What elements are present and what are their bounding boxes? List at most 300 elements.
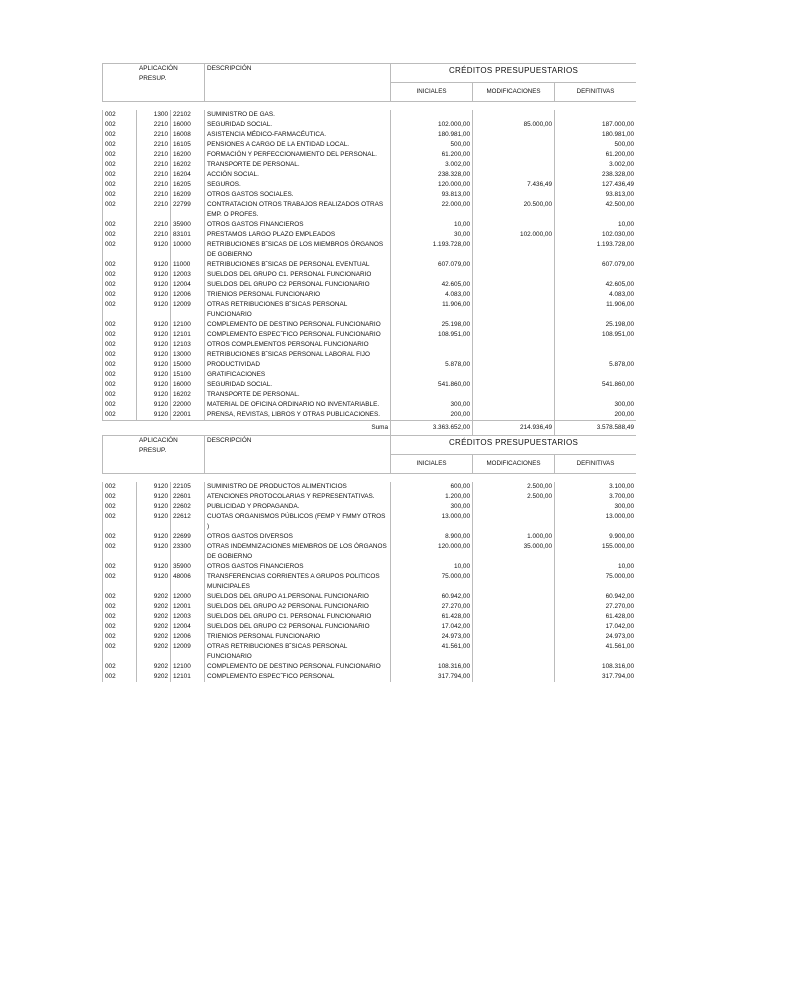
- definitive-credit: [555, 390, 636, 400]
- program-code: 9120: [137, 240, 171, 260]
- definitive-credit: 42.605,00: [555, 280, 636, 290]
- table-row: [103, 542, 637, 562]
- modification-credit: 2.500,00: [473, 492, 555, 502]
- initial-credit: 500,00: [391, 140, 473, 150]
- economic-code: 16008: [171, 130, 205, 140]
- program-code: 9202: [137, 632, 171, 642]
- modification-credit: [473, 160, 555, 170]
- initial-credit: [391, 350, 473, 360]
- definitive-credit: 127.436,49: [555, 180, 636, 190]
- definitive-credit: 541.860,00: [555, 380, 636, 390]
- table-row: [103, 642, 637, 662]
- org-code: 002: [103, 190, 137, 200]
- economic-code: 12004: [171, 622, 205, 632]
- table-row: [103, 572, 637, 592]
- program-code: 9120: [137, 300, 171, 320]
- description: OTRAS INDEMNIZACIONES MIEMBROS DE LOS ÓRGANOS DE GOBIERNO: [205, 542, 391, 562]
- economic-code: 12009: [171, 642, 205, 662]
- program-code: 9120: [137, 572, 171, 592]
- economic-code: 22000: [171, 400, 205, 410]
- initial-credit: 120.000,00: [391, 180, 473, 190]
- table-row: [103, 130, 637, 140]
- modification-credit: [473, 170, 555, 180]
- header-spacer: [103, 474, 637, 483]
- economic-code: 12101: [171, 672, 205, 682]
- description: TRIENIOS PERSONAL FUNCIONARIO: [205, 632, 391, 642]
- economic-code: 83101: [171, 230, 205, 240]
- table-row: [103, 672, 637, 682]
- economic-code: 16105: [171, 140, 205, 150]
- description: OTRAS RETRIBUCIONES B˘SICAS PERSONAL FUNCIONARIO: [205, 300, 391, 320]
- definitive-credit: 108.951,00: [555, 330, 636, 340]
- modification-credit: [473, 592, 555, 602]
- table-row: [103, 190, 637, 200]
- table-row: [103, 612, 637, 622]
- modification-credit: [473, 380, 555, 390]
- sum-modification: 214.936,49: [473, 421, 555, 436]
- definitive-credit: 238.328,00: [555, 170, 636, 180]
- org-code: 002: [103, 662, 137, 672]
- program-code: 9202: [137, 612, 171, 622]
- description: SEGURIDAD SOCIAL.: [205, 120, 391, 130]
- modification-credit: [473, 512, 555, 532]
- initial-credit: 1.200,00: [391, 492, 473, 502]
- modification-credit: [473, 270, 555, 280]
- org-code: 002: [103, 300, 137, 320]
- org-code: 002: [103, 390, 137, 400]
- description: COMPLEMENTO ESPEC˝FICO PERSONAL: [205, 672, 391, 682]
- program-code: 9120: [137, 360, 171, 370]
- modification-credit: [473, 320, 555, 330]
- table-row: [103, 400, 637, 410]
- table-row: [103, 220, 637, 230]
- modification-credit: 35.000,00: [473, 542, 555, 562]
- initial-credit: 10,00: [391, 220, 473, 230]
- description: PRODUCTIVIDAD: [205, 360, 391, 370]
- program-code: 9120: [137, 492, 171, 502]
- definitive-credit: 10,00: [555, 220, 636, 230]
- table-row: [103, 622, 637, 632]
- program-code: 9202: [137, 642, 171, 662]
- definitive-credit: 108.316,00: [555, 662, 636, 672]
- org-code: 002: [103, 160, 137, 170]
- modification-credit: [473, 370, 555, 380]
- definitive-credit: 25.198,00: [555, 320, 636, 330]
- org-code: 002: [103, 632, 137, 642]
- program-code: 2210: [137, 170, 171, 180]
- program-code: 9202: [137, 672, 171, 682]
- initial-credit: 75.000,00: [391, 572, 473, 592]
- description: ASISTENCIA MÉDICO-FARMACÉUTICA.: [205, 130, 391, 140]
- economic-code: 16204: [171, 170, 205, 180]
- economic-code: 12009: [171, 300, 205, 320]
- program-code: 1300: [137, 110, 171, 120]
- definitive-credit: 607.079,00: [555, 260, 636, 270]
- description: SUELDOS DEL GRUPO C1. PERSONAL FUNCIONARIO: [205, 270, 391, 280]
- org-code: 002: [103, 110, 137, 120]
- header-aplicacion: APLICACIÓN PRESUP.: [103, 64, 205, 102]
- org-code: 002: [103, 410, 137, 421]
- table-row: [103, 410, 637, 421]
- definitive-credit: 42.500,00: [555, 200, 636, 220]
- description: COMPLEMENTO DE DESTINO PERSONAL FUNCIONARIO: [205, 662, 391, 672]
- economic-code: 22612: [171, 512, 205, 532]
- org-code: 002: [103, 170, 137, 180]
- org-code: 002: [103, 602, 137, 612]
- org-code: 002: [103, 622, 137, 632]
- header-descripcion: DESCRIPCIÓN: [205, 436, 391, 474]
- initial-credit: 108.951,00: [391, 330, 473, 340]
- initial-credit: 300,00: [391, 502, 473, 512]
- modification-credit: [473, 622, 555, 632]
- sum-row: [103, 421, 637, 436]
- definitive-credit: [555, 110, 636, 120]
- economic-code: 35900: [171, 220, 205, 230]
- description: SUELDOS DEL GRUPO A1.PERSONAL FUNCIONARIO: [205, 592, 391, 602]
- description: ACCIÓN SOCIAL.: [205, 170, 391, 180]
- table-row: [103, 290, 637, 300]
- economic-code: 22601: [171, 492, 205, 502]
- modification-credit: [473, 562, 555, 572]
- economic-code: 10000: [171, 240, 205, 260]
- table-row: [103, 180, 637, 190]
- description: PRESTAMOS LARGO PLAZO EMPLEADOS: [205, 230, 391, 240]
- initial-credit: 22.000,00: [391, 200, 473, 220]
- table-row: [103, 260, 637, 270]
- definitive-credit: 17.042,00: [555, 622, 636, 632]
- table-row: [103, 170, 637, 180]
- initial-credit: 25.198,00: [391, 320, 473, 330]
- org-code: 002: [103, 130, 137, 140]
- org-code: 002: [103, 280, 137, 290]
- program-code: 2210: [137, 220, 171, 230]
- header-row: [103, 436, 637, 455]
- modification-credit: [473, 672, 555, 682]
- table-row: [103, 562, 637, 572]
- economic-code: 22799: [171, 200, 205, 220]
- table-row: [103, 340, 637, 350]
- table-row: [103, 150, 637, 160]
- description: OTRAS RETRIBUCIONES B˘SICAS PERSONAL FUNCIONARIO: [205, 642, 391, 662]
- program-code: 9120: [137, 340, 171, 350]
- initial-credit: 108.316,00: [391, 662, 473, 672]
- definitive-credit: 155.000,00: [555, 542, 636, 562]
- initial-credit: [391, 110, 473, 120]
- economic-code: 12101: [171, 330, 205, 340]
- initial-credit: 120.000,00: [391, 542, 473, 562]
- definitive-credit: 4.083,00: [555, 290, 636, 300]
- table-row: [103, 280, 637, 290]
- org-code: 002: [103, 150, 137, 160]
- description: CUOTAS ORGANISMOS PÚBLICOS (FEMP Y FMMY OTROS ): [205, 512, 391, 532]
- header-definitivas: DEFINITIVAS: [555, 83, 636, 102]
- program-code: 2210: [137, 180, 171, 190]
- definitive-credit: [555, 340, 636, 350]
- org-code: 002: [103, 542, 137, 562]
- org-code: 002: [103, 340, 137, 350]
- economic-code: 22602: [171, 502, 205, 512]
- initial-credit: 200,00: [391, 410, 473, 421]
- description: PRENSA, REVISTAS, LIBROS Y OTRAS PUBLICACIONES.: [205, 410, 391, 421]
- modification-credit: [473, 350, 555, 360]
- table-row: [103, 240, 637, 260]
- header-iniciales: INICIALES: [391, 455, 473, 474]
- modification-credit: 85.000,00: [473, 120, 555, 130]
- definitive-credit: 41.561,00: [555, 642, 636, 662]
- program-code: 2210: [137, 190, 171, 200]
- description: SUELDOS DEL GRUPO C2 PERSONAL FUNCIONARIO: [205, 622, 391, 632]
- initial-credit: 41.561,00: [391, 642, 473, 662]
- definitive-credit: 61.200,00: [555, 150, 636, 160]
- header-spacer: [103, 102, 637, 111]
- org-code: 002: [103, 360, 137, 370]
- modification-credit: [473, 410, 555, 421]
- table-row: [103, 662, 637, 672]
- table-row: [103, 300, 637, 320]
- description: TRANSPORTE DE PERSONAL.: [205, 160, 391, 170]
- description: ATENCIONES PROTOCOLARIAS Y REPRESENTATIVAS.: [205, 492, 391, 502]
- description: SUELDOS DEL GRUPO C1. PERSONAL FUNCIONARIO: [205, 612, 391, 622]
- definitive-credit: 75.000,00: [555, 572, 636, 592]
- org-code: 002: [103, 230, 137, 240]
- modification-credit: [473, 632, 555, 642]
- initial-credit: 607.079,00: [391, 260, 473, 270]
- initial-credit: [391, 340, 473, 350]
- org-code: 002: [103, 572, 137, 592]
- description: TRANSFERENCIAS CORRIENTES A GRUPOS POLITICOS MUNICIPALES: [205, 572, 391, 592]
- program-code: 9120: [137, 410, 171, 421]
- economic-code: 22001: [171, 410, 205, 421]
- economic-code: 12006: [171, 290, 205, 300]
- economic-code: 16202: [171, 390, 205, 400]
- program-code: 2210: [137, 160, 171, 170]
- definitive-credit: 317.794,00: [555, 672, 636, 682]
- header-creditos: CRÉDITOS PRESUPUESTARIOS: [391, 64, 636, 83]
- modification-credit: [473, 612, 555, 622]
- economic-code: 12003: [171, 612, 205, 622]
- definitive-credit: 102.030,00: [555, 230, 636, 240]
- initial-credit: [391, 270, 473, 280]
- definitive-credit: 3.002,00: [555, 160, 636, 170]
- definitive-credit: 187.000,00: [555, 120, 636, 130]
- org-code: 002: [103, 380, 137, 390]
- definitive-credit: 93.813,00: [555, 190, 636, 200]
- modification-credit: [473, 290, 555, 300]
- org-code: 002: [103, 612, 137, 622]
- definitive-credit: 3.100,00: [555, 482, 636, 492]
- program-code: 9120: [137, 370, 171, 380]
- initial-credit: 60.942,00: [391, 592, 473, 602]
- program-code: 2210: [137, 120, 171, 130]
- initial-credit: 541.860,00: [391, 380, 473, 390]
- initial-credit: 30,00: [391, 230, 473, 240]
- description: RETRIBUCIONES B˘SICAS DE LOS MIEMBROS ÓRGANOS DE GOBIERNO: [205, 240, 391, 260]
- definitive-credit: 180.981,00: [555, 130, 636, 140]
- definitive-credit: 24.973,00: [555, 632, 636, 642]
- definitive-credit: [555, 270, 636, 280]
- program-code: 2210: [137, 150, 171, 160]
- table-row: [103, 482, 637, 492]
- economic-code: 12004: [171, 280, 205, 290]
- description: CONTRATACION OTROS TRABAJOS REALIZADOS OTRAS EMP. O PROFES.: [205, 200, 391, 220]
- org-code: 002: [103, 482, 137, 492]
- definitive-credit: 60.942,00: [555, 592, 636, 602]
- economic-code: 12003: [171, 270, 205, 280]
- table-row: [103, 512, 637, 532]
- program-code: 9120: [137, 502, 171, 512]
- economic-code: 15000: [171, 360, 205, 370]
- initial-credit: 238.328,00: [391, 170, 473, 180]
- program-code: 2210: [137, 200, 171, 220]
- program-code: 2210: [137, 130, 171, 140]
- program-code: 9120: [137, 290, 171, 300]
- economic-code: 16205: [171, 180, 205, 190]
- org-code: 002: [103, 120, 137, 130]
- definitive-credit: 27.270,00: [555, 602, 636, 612]
- modification-credit: [473, 390, 555, 400]
- economic-code: 15100: [171, 370, 205, 380]
- program-code: 9120: [137, 532, 171, 542]
- program-code: 9120: [137, 542, 171, 562]
- economic-code: 12100: [171, 320, 205, 330]
- table-row: [103, 120, 637, 130]
- definitive-credit: 200,00: [555, 410, 636, 421]
- description: OTROS GASTOS FINANCIEROS: [205, 562, 391, 572]
- org-code: 002: [103, 140, 137, 150]
- initial-credit: 11.906,00: [391, 300, 473, 320]
- modification-credit: [473, 572, 555, 592]
- org-code: 002: [103, 400, 137, 410]
- org-code: 002: [103, 270, 137, 280]
- sum-initial: 3.363.652,00: [391, 421, 473, 436]
- modification-credit: [473, 300, 555, 320]
- economic-code: 12100: [171, 662, 205, 672]
- economic-code: 22699: [171, 532, 205, 542]
- economic-code: 16209: [171, 190, 205, 200]
- description: PENSIONES A CARGO DE LA ENTIDAD LOCAL.: [205, 140, 391, 150]
- table-row: [103, 532, 637, 542]
- initial-credit: 600,00: [391, 482, 473, 492]
- table-row: [103, 502, 637, 512]
- initial-credit: 3.002,00: [391, 160, 473, 170]
- modification-credit: [473, 190, 555, 200]
- modification-credit: [473, 110, 555, 120]
- description: SEGUROS.: [205, 180, 391, 190]
- definitive-credit: 10,00: [555, 562, 636, 572]
- program-code: 9120: [137, 270, 171, 280]
- initial-credit: 10,00: [391, 562, 473, 572]
- modification-credit: [473, 662, 555, 672]
- initial-credit: 300,00: [391, 400, 473, 410]
- economic-code: 11000: [171, 260, 205, 270]
- initial-credit: 102.000,00: [391, 120, 473, 130]
- program-code: 9120: [137, 260, 171, 270]
- modification-credit: [473, 140, 555, 150]
- initial-credit: 180.981,00: [391, 130, 473, 140]
- initial-credit: 317.794,00: [391, 672, 473, 682]
- economic-code: 13000: [171, 350, 205, 360]
- modification-credit: 20.500,00: [473, 200, 555, 220]
- modification-credit: [473, 220, 555, 230]
- definitive-credit: 11.906,00: [555, 300, 636, 320]
- description: GRATIFICACIONES: [205, 370, 391, 380]
- program-code: 9120: [137, 320, 171, 330]
- description: PUBLICIDAD Y PROPAGANDA.: [205, 502, 391, 512]
- economic-code: 23300: [171, 542, 205, 562]
- program-code: 9120: [137, 562, 171, 572]
- economic-code: 12000: [171, 592, 205, 602]
- description: COMPLEMENTO DE DESTINO PERSONAL FUNCIONARIO: [205, 320, 391, 330]
- budget-sheet: [102, 63, 636, 933]
- program-code: 2210: [137, 140, 171, 150]
- table-row: [103, 270, 637, 280]
- initial-credit: 24.973,00: [391, 632, 473, 642]
- table-row: [103, 602, 637, 612]
- budget-table-body: [103, 64, 637, 683]
- initial-credit: 5.878,00: [391, 360, 473, 370]
- economic-code: 22105: [171, 482, 205, 492]
- definitive-credit: 5.878,00: [555, 360, 636, 370]
- initial-credit: 61.200,00: [391, 150, 473, 160]
- modification-credit: [473, 400, 555, 410]
- program-code: 9202: [137, 592, 171, 602]
- description: OTROS COMPLEMENTOS PERSONAL FUNCIONARIO: [205, 340, 391, 350]
- program-code: 9202: [137, 602, 171, 612]
- description: COMPLEMENTO ESPEC˝FICO PERSONAL FUNCIONARIO: [205, 330, 391, 340]
- modification-credit: [473, 340, 555, 350]
- table-row: [103, 110, 637, 120]
- org-code: 002: [103, 180, 137, 190]
- org-code: 002: [103, 220, 137, 230]
- program-code: 9120: [137, 400, 171, 410]
- description: FORMACIÓN Y PERFECCIONAMIENTO DEL PERSONAL.: [205, 150, 391, 160]
- modification-credit: [473, 330, 555, 340]
- header-modificaciones: MODIFICACIONES: [473, 83, 555, 102]
- economic-code: 16000: [171, 120, 205, 130]
- program-code: 9120: [137, 330, 171, 340]
- table-row: [103, 390, 637, 400]
- modification-credit: [473, 150, 555, 160]
- initial-credit: 8.900,00: [391, 532, 473, 542]
- org-code: 002: [103, 562, 137, 572]
- org-code: 002: [103, 492, 137, 502]
- description: SUMINISTRO DE GAS.: [205, 110, 391, 120]
- budget-table: [102, 63, 636, 682]
- org-code: 002: [103, 592, 137, 602]
- org-code: 002: [103, 200, 137, 220]
- modification-credit: [473, 360, 555, 370]
- sum-label: Suma: [205, 421, 391, 436]
- initial-credit: 1.193.728,00: [391, 240, 473, 260]
- definitive-credit: 500,00: [555, 140, 636, 150]
- initial-credit: 4.083,00: [391, 290, 473, 300]
- description: SUELDOS DEL GRUPO A2 PERSONAL FUNCIONARIO: [205, 602, 391, 612]
- economic-code: 16202: [171, 160, 205, 170]
- economic-code: 22102: [171, 110, 205, 120]
- modification-credit: 1.000,00: [473, 532, 555, 542]
- description: OTROS GASTOS DIVERSOS: [205, 532, 391, 542]
- program-code: 9202: [137, 622, 171, 632]
- header-creditos: CRÉDITOS PRESUPUESTARIOS: [391, 436, 636, 455]
- table-row: [103, 140, 637, 150]
- description: RETRIBUCIONES B˘SICAS DE PERSONAL EVENTUAL: [205, 260, 391, 270]
- table-row: [103, 320, 637, 330]
- initial-credit: 27.270,00: [391, 602, 473, 612]
- definitive-credit: [555, 350, 636, 360]
- org-code: 002: [103, 350, 137, 360]
- org-code: 002: [103, 260, 137, 270]
- org-code: 002: [103, 672, 137, 682]
